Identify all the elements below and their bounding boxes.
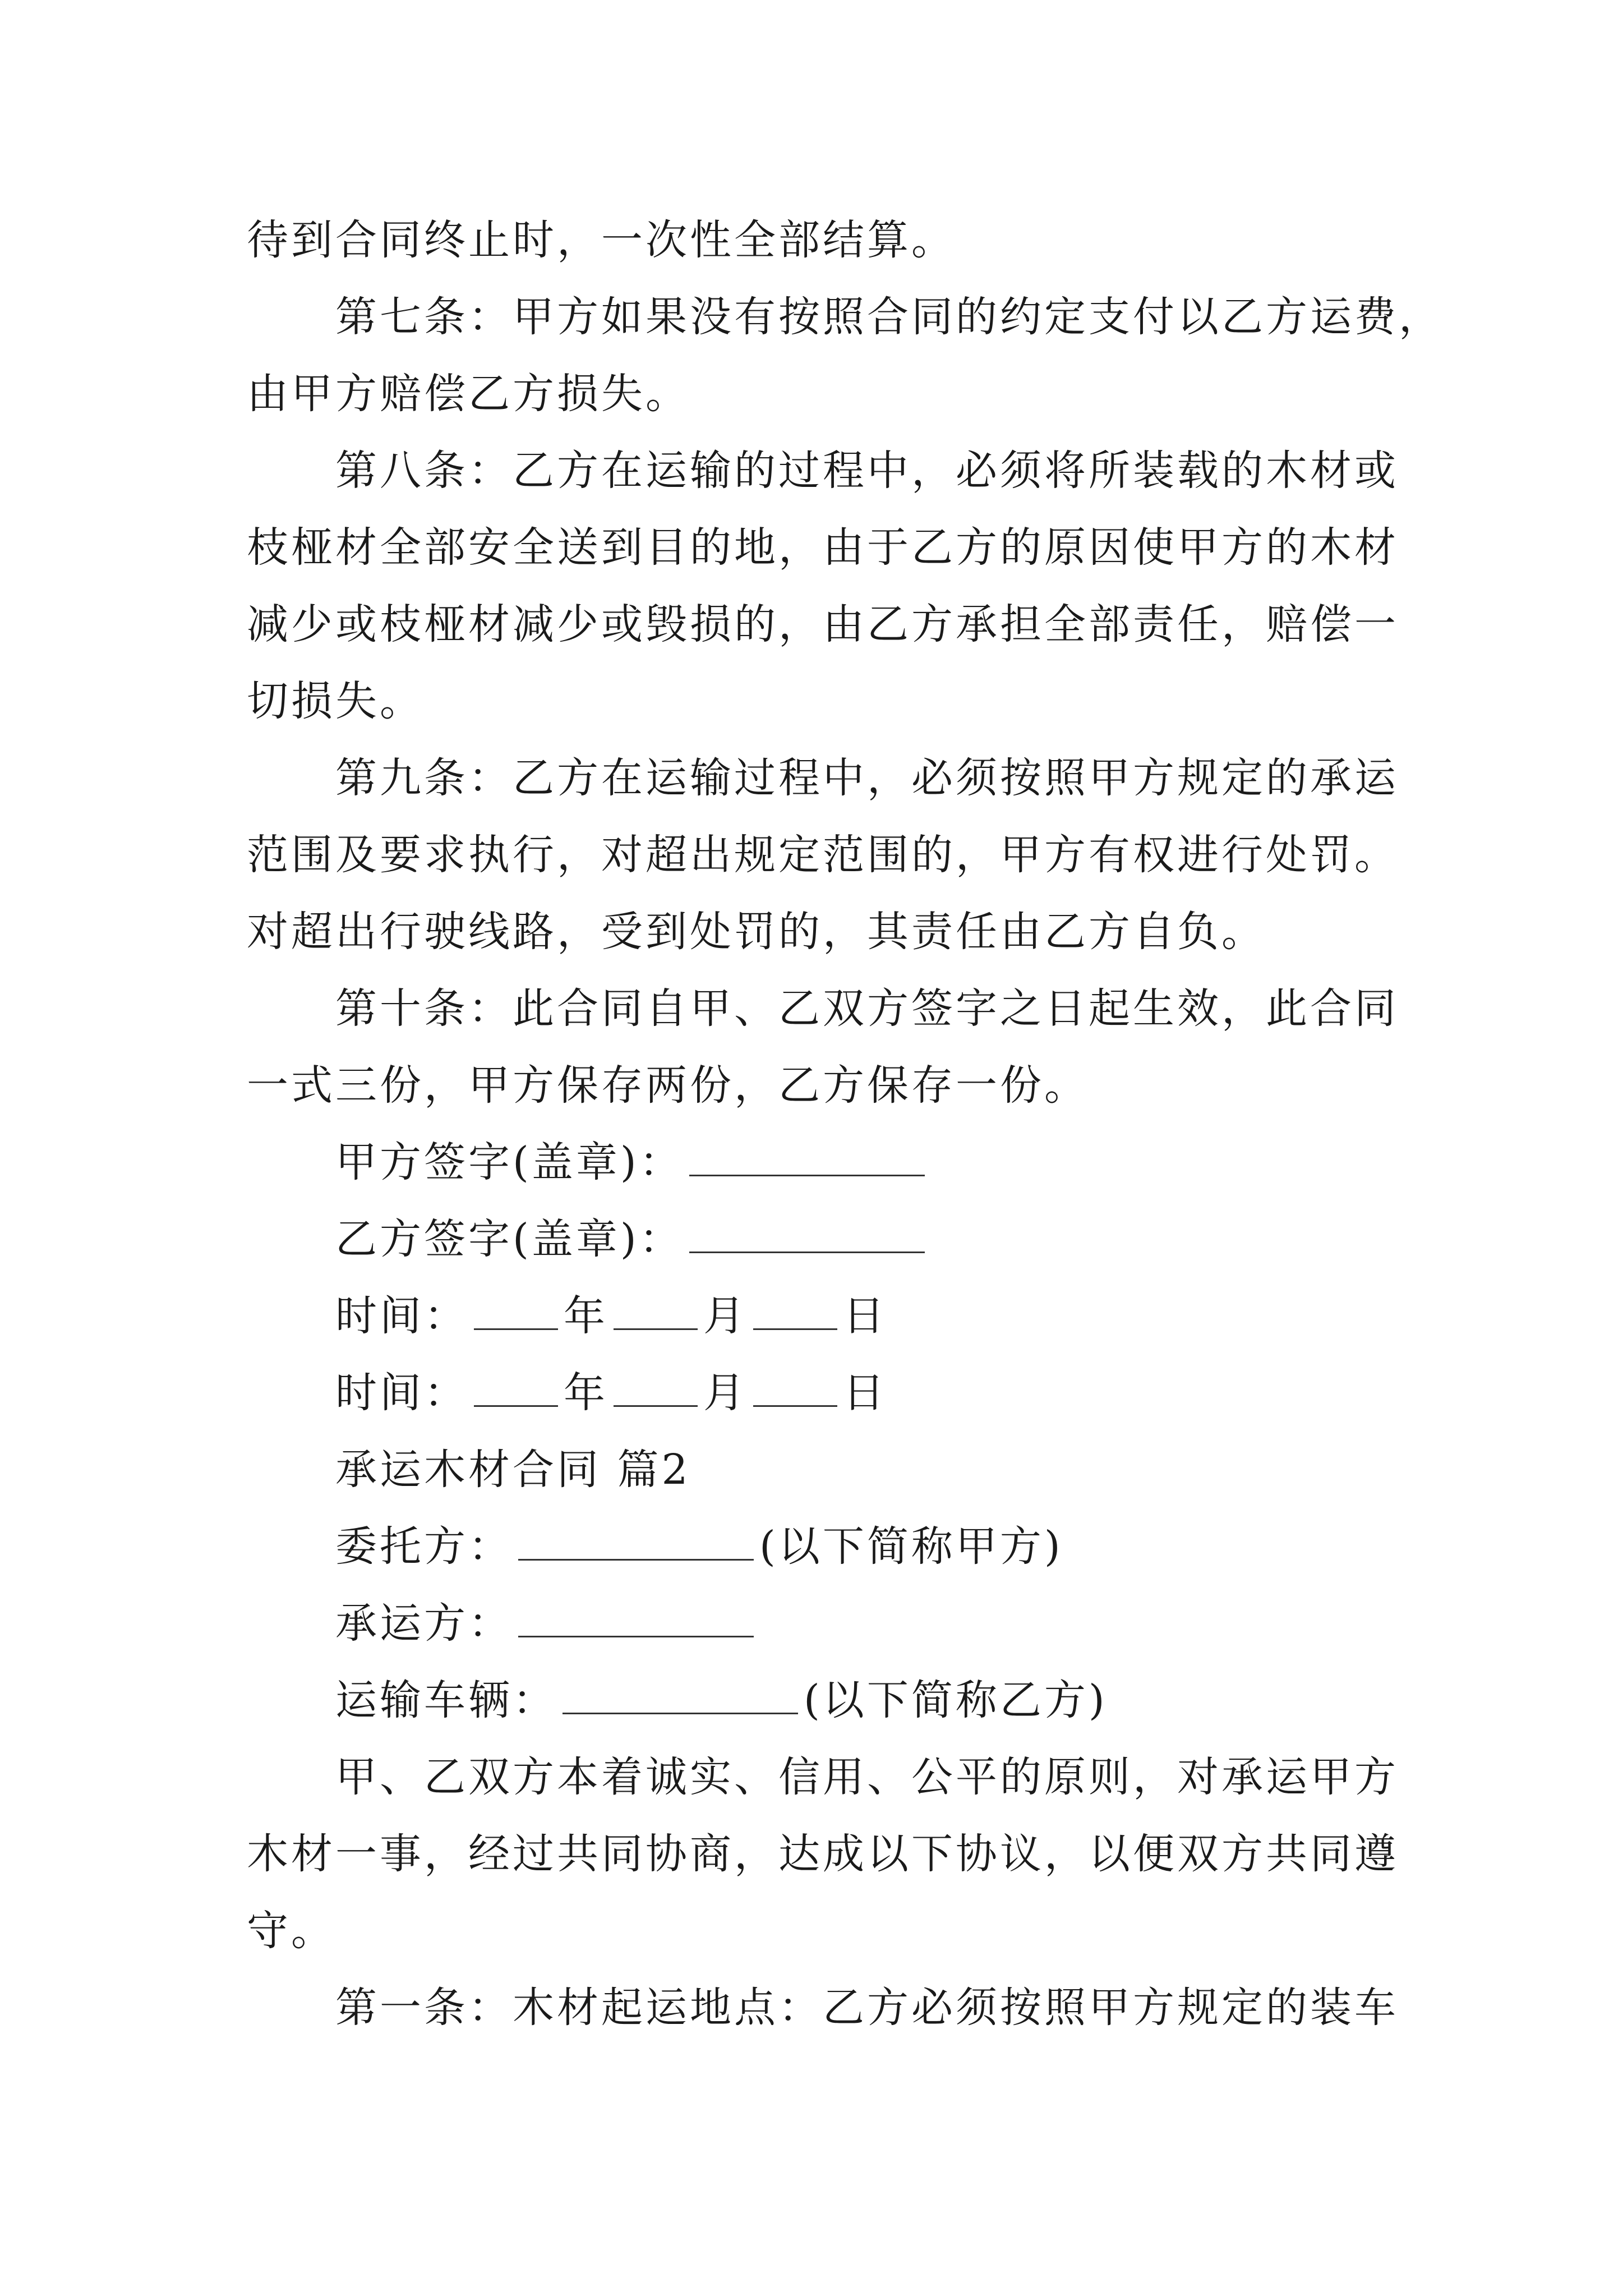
signature-blank (689, 1212, 925, 1253)
text-line: 由甲方赔偿乙方损失。 (247, 370, 690, 418)
day-label: 日 (843, 1292, 887, 1340)
signature-line-party-a (247, 1124, 1436, 1201)
day-label: 日 (843, 1369, 887, 1417)
day-blank (753, 1289, 837, 1330)
text-line: 第七条：甲方如果没有按照合同的约定支付以乙方运费， (335, 293, 1443, 341)
month-blank (614, 1366, 698, 1407)
signature-blank (689, 1135, 925, 1176)
date-label: 时间： (335, 1369, 468, 1417)
vehicle-blank (562, 1673, 798, 1714)
date-label: 时间： (335, 1292, 468, 1340)
text-line: 减少或枝桠材减少或毁损的，由乙方承担全部责任，赔偿一 (247, 600, 1399, 648)
text-line: 待到合同终止时，一次性全部结算。 (247, 216, 956, 264)
document-body (247, 202, 1443, 2046)
client-label: 委托方： (335, 1522, 513, 1571)
vehicle-suffix: (以下简称乙方) (804, 1676, 1108, 1724)
text-line: 第十条：此合同自甲、乙双方签字之日起生效，此合同 (335, 984, 1399, 1033)
day-blank (753, 1366, 837, 1407)
date-line (247, 1355, 1436, 1432)
text-line: 木材一事，经过共同协商，达成以下协议，以便双方共同遵 (247, 1830, 1399, 1878)
signature-label: 甲方签字(盖章)： (335, 1138, 684, 1186)
text-line: 枝桠材全部安全送到目的地，由于乙方的原因使甲方的木材 (247, 523, 1399, 572)
vehicle-line (247, 1662, 1436, 1739)
client-blank (518, 1520, 754, 1561)
year-blank (474, 1289, 558, 1330)
carrier-line (247, 1585, 1436, 1662)
text-line: 第九条：乙方在运输过程中，必须按照甲方规定的承运 (335, 754, 1399, 802)
vehicle-label: 运输车辆： (335, 1676, 557, 1724)
year-label: 年 (564, 1369, 608, 1417)
section-title: 承运木材合同 篇2 (335, 1446, 691, 1494)
text-line: 守。 (247, 1907, 335, 1955)
month-blank (614, 1289, 698, 1330)
text-line: 范围及要求执行，对超出规定范围的，甲方有权进行处罚。 (247, 831, 1399, 879)
text-line: 甲、乙双方本着诚实、信用、公平的原则，对承运甲方 (335, 1753, 1399, 1801)
signature-label: 乙方签字(盖章)： (335, 1215, 684, 1263)
carrier-label: 承运方： (335, 1599, 513, 1648)
text-line: 第一条：木材起运地点：乙方必须按照甲方规定的装车 (335, 1984, 1399, 2032)
client-line (247, 1508, 1436, 1585)
client-suffix: (以下简称甲方) (759, 1522, 1063, 1571)
month-label: 月 (703, 1292, 748, 1340)
carrier-blank (518, 1596, 754, 1637)
text-line: 一式三份，甲方保存两份，乙方保存一份。 (247, 1061, 1089, 1110)
signature-line-party-b (247, 1201, 1436, 1278)
text-line: 对超出行驶线路，受到处罚的，其责任由乙方自负。 (247, 908, 1266, 956)
text-line: 切损失。 (247, 677, 424, 725)
year-label: 年 (564, 1292, 608, 1340)
year-blank (474, 1366, 558, 1407)
month-label: 月 (703, 1369, 748, 1417)
text-line: 第八条：乙方在运输的过程中，必须将所装载的木材或 (335, 447, 1399, 495)
date-line (247, 1278, 1436, 1355)
